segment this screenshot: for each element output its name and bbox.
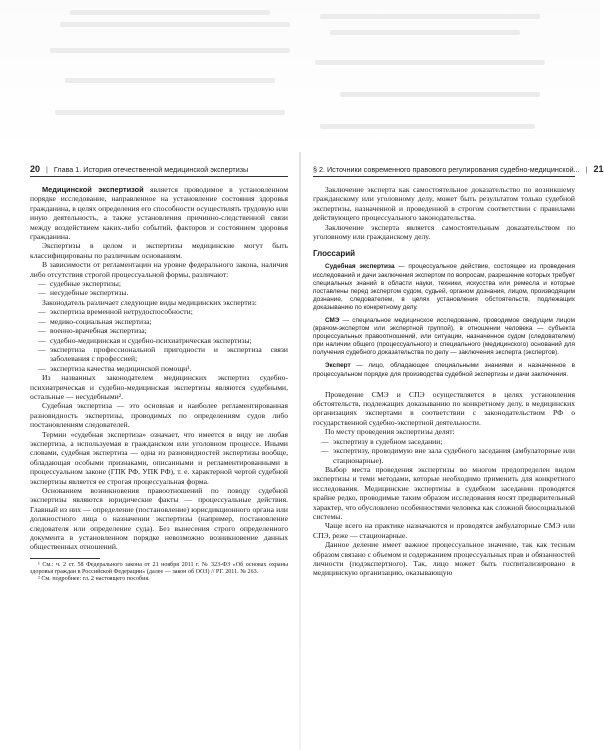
- medical-expertise-kinds-list: [30, 307, 288, 373]
- footnote-2: ² См. подробнее: гл. 2 настоящего пособия.: [38, 576, 150, 583]
- list-item: — экспертиза профессиональной пригодности и экспертиза связи заболевания с профессией;: [42, 345, 288, 364]
- law-kinds-paragraph: Законодатель различает следующие виды медицинских экспертиз:: [42, 297, 257, 307]
- named-expertises-paragraph: Из названных законодателем медицинских экспертиз судебно-психиатрическая и судебно-медицинская экспертизы являются судебными, остальные — несудебными².: [30, 373, 288, 401]
- glossary-definition: — процессуальное действие, состоящее из проведения исследований и дачи заключения экспертом по вопросам, разрешение которых требует специальных знаний в области науки, техники, искусства или ремесла и которые поставлены перед экспертом судом, судьей, органом дознания, лицом, производящим дознание, следователем, в целях установления обстоятельств, подлежащих доказыванию по конкретному делу.: [313, 263, 575, 311]
- list-item: — несудебные экспертизы.: [42, 288, 288, 297]
- book-spread: [0, 152, 604, 750]
- right-page: [313, 164, 604, 578]
- running-head-separator: |: [46, 164, 48, 174]
- choice-paragraph: Выбор места проведения экспертизы во многом предопределен видом экспертизы и теми методами, которые необходимо применить для конкретного исследования. Медицинские экспертизы в судебном заседании проводятся крайне редко, проводимые таким образом исследования носят предварительный характер, что обусловлено особенностями человека как сложной биосоциальной системы.: [313, 464, 575, 521]
- conclusion-paragraph: Заключение эксперта как самостоятельное доказательство по возникшему гражданскому или уголовному делу, может быть результатом только судебной экспертизы, назначенной и проведенной в строгом соответствии с правилами действующего процессуального законодательства.: [313, 185, 575, 223]
- term-paragraph: Термин «судебная экспертиза» означает, что имеется в виду не любая экспертиза, а используемая в гражданском или уголовном процессе. Иными словами, судебная экспертиза — одна из разновидностей экспертизы вообще, обладающая особыми признаками, описанными и регламентированными в процессуальном законе (ГПК РФ, УПК РФ), т. е. характерной чертой судебной экспертизы является ее строгая процессуальная форма.: [30, 429, 288, 486]
- glossary-definition: — лицо, обладающее специальными знаниями и назначенное в процессуальном порядке для производства судебной экспертизы и дачи заключения.: [313, 362, 575, 378]
- right-page-number: 21: [593, 164, 604, 174]
- list-item: — экспертизу в судебном заседании;: [325, 437, 575, 446]
- left-running-head-title: Глава 1. История отечественной медицинской экспертизы: [53, 164, 249, 174]
- expertise-forms-list: [30, 279, 288, 298]
- right-running-head: [313, 164, 604, 177]
- expertise-places-list: [313, 437, 575, 465]
- sme-paragraph: Проведение СМЭ и СПЭ осуществляется в целях установления обстоятельств, подлежащих доказыванию по конкретному делу, в медицинских организациях экспертами в соответствии с законодательством РФ о государственной судебно-экспертной деятельности.: [313, 389, 575, 427]
- intro-term: Медицинской экспертизой: [42, 185, 144, 194]
- list-item: — медико-социальная экспертиза;: [42, 317, 288, 326]
- left-page-number: 20: [30, 164, 41, 174]
- intro-paragraph: [30, 185, 288, 241]
- footnote-1: ¹ См.: ч. 2 ст. 58 Федерального закона от 21 ноября 2011 г. № 323-ФЗ «Об основах охраны здоровья граждан в Российской Федерации» (далее — закон об ООЗ) // РГ. 2011. № 263.: [30, 561, 288, 576]
- list-item: — судебно-медицинская и судебно-психиатрическая экспертизы;: [42, 336, 288, 345]
- left-running-head: [30, 164, 288, 177]
- previous-page-bleed-through: [0, 0, 600, 152]
- forensic-expertise-paragraph: Судебная экспертиза — это основная и наиболее регламентированная разновидность экспертизы, проводимых по определениям судов либо постановлениям следователей.: [30, 401, 288, 430]
- list-item: — экспертиза временной нетрудоспособности;: [42, 307, 288, 316]
- glossary-term: Судебная экспертиза: [325, 263, 395, 271]
- glossary-term: СМЭ: [325, 317, 340, 324]
- intro-definition: является проводимое в установленном порядке исследование, направленное на установление состояния здоровья гражданина, в целях определения его способности осуществлять трудовую или иную деятельность, а также установления причинно-следственной связи между воздействием каких-либо событий, факторов и состоянием здоровья гражданина.: [30, 185, 288, 242]
- glossary-entry: [313, 317, 575, 357]
- book-spine: [299, 152, 301, 750]
- glossary-entry: [313, 263, 575, 312]
- division-paragraph: Данное деление имеет важное процессуальное значение, так как тесным образом связано с объемом и содержанием процессуальных прав и обязанностей личности (подэкспертного). Так, лицо может быть госпитализировано в медицинскую организацию, оказывающую: [313, 540, 575, 578]
- left-page: [30, 164, 288, 584]
- list-item: — экспертизу, проводимую вне зала судебного заседания (амбулаторные или стационарные).: [325, 446, 575, 465]
- evidence-paragraph: Заключение эксперта является самостоятельным доказательством по уголовному или гражданскому делу.: [313, 222, 575, 242]
- glossary-entry: [313, 362, 575, 378]
- right-running-head-title: § 2. Источники современного правового регулирования судебно-медицинской...: [313, 164, 580, 174]
- list-item: — судебные экспертизы;: [42, 279, 288, 288]
- list-item: — экспертиза качества медицинской помощи¹.: [42, 364, 288, 373]
- glossary-title: Глоссарий: [313, 249, 356, 259]
- list-item: — военно-врачебная экспертиза;: [42, 326, 288, 335]
- classification-paragraph: Экспертизы в целом и экспертизы медицинские могут быть классифицированы по различным основаниям.: [30, 241, 288, 260]
- grounds-paragraph: Основанием возникновения правоотношений по поводу судебной экспертизы являются юридические факты — процессуальные действия. Главный из них — определение (постановление) юрисдикционного органа или должностного лица о назначении экспертизы (например, постановление следователя или определение суда). Без вынесения строго определенного документа в установленном порядке невозможно возникновение данных общественных отношений.: [30, 486, 288, 552]
- running-head-separator: |: [585, 164, 588, 174]
- glossary-term: Эксперт: [325, 362, 351, 370]
- place-paragraph: По месту проведения экспертизы делят:: [325, 427, 455, 437]
- often-paragraph: Чаще всего на практике назначаются и проводятся амбулаторные СМЭ или СПЭ, реже — стационарные.: [313, 521, 575, 540]
- footnote-rule: [30, 558, 100, 559]
- glossary-definition: — специальное медицинское исследование, проводимое сведущим лицом (врачом-экспертом или экспертной группой), в отношении человека — субъекта процессуальных правоотношений, или ситуации, назначенное судом (следователем) при наличии общего (процессуального) и специального (медицинского) оснований для получения судебного доказательства по делу — заключения эксперта (экспертов).: [313, 317, 575, 357]
- regulation-paragraph: В зависимости от регламентации на уровне федерального закона, наличия либо отсутствия строгой процессуальной формы, различают:: [30, 260, 288, 279]
